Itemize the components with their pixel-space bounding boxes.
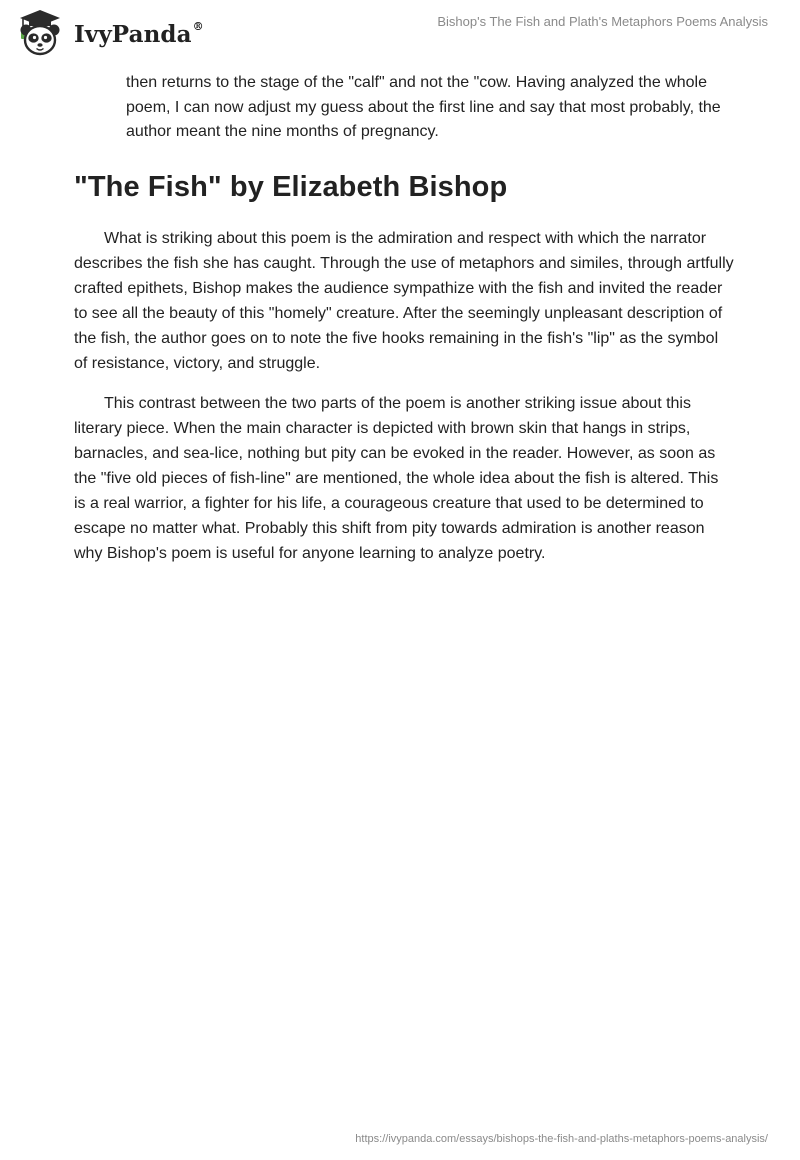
- block-quote-continuation: then returns to the stage of the "calf" and not the "cow. Having analyzed the whole poem, I can now adjust my guess about the first line and say that most probably, the author meant the nine months of pregnancy.: [126, 74, 721, 140]
- source-url[interactable]: https://ivypanda.com/essays/bishops-the-fish-and-plaths-metaphors-poems-analysis/: [355, 1133, 768, 1145]
- panda-graduate-icon: [14, 9, 66, 57]
- paragraph-2: This contrast between the two parts of the poem is another striking issue about this literary piece. When the main character is depicted with brown skin that hangs in strips, barnacles, and sea-lice, nothing but pity can be evoked in the reader. However, as soon as the "five old pieces of fish-line" are mentioned, the whole idea about the fish is altered. This is a real warrior, a fighter for his life, a courageous creature that used to be determined to escape no matter what. Probably this shift from pity towards admiration is another reason why Bishop's poem is useful for anyone learning to analyze poetry.: [74, 394, 719, 562]
- page-header: [0, 0, 800, 66]
- paragraph-1: What is striking about this poem is the admiration and respect with which the narrator describes the fish she has caught. Through the use of metaphors and similes, through artfully crafted epithets, Bishop makes the audience sympathize with the fish and invited the reader to see all the beauty of this "homely" creature. After the seemingly unpleasant description of the fish, the author goes on to note the five hooks remaining in the fish's "lip" as the symbol of resistance, victory, and struggle.: [74, 229, 734, 372]
- essay-content: [74, 71, 734, 566]
- document-title: Bishop's The Fish and Plath's Metaphors Poems Analysis: [437, 14, 768, 29]
- logo[interactable]: [14, 9, 204, 57]
- logo-wordmark: IvyPanda: [74, 20, 192, 48]
- section-heading: "The Fish" by Elizabeth Bishop: [74, 170, 508, 203]
- logo-text: [74, 21, 204, 48]
- registered-mark: ®: [192, 19, 204, 33]
